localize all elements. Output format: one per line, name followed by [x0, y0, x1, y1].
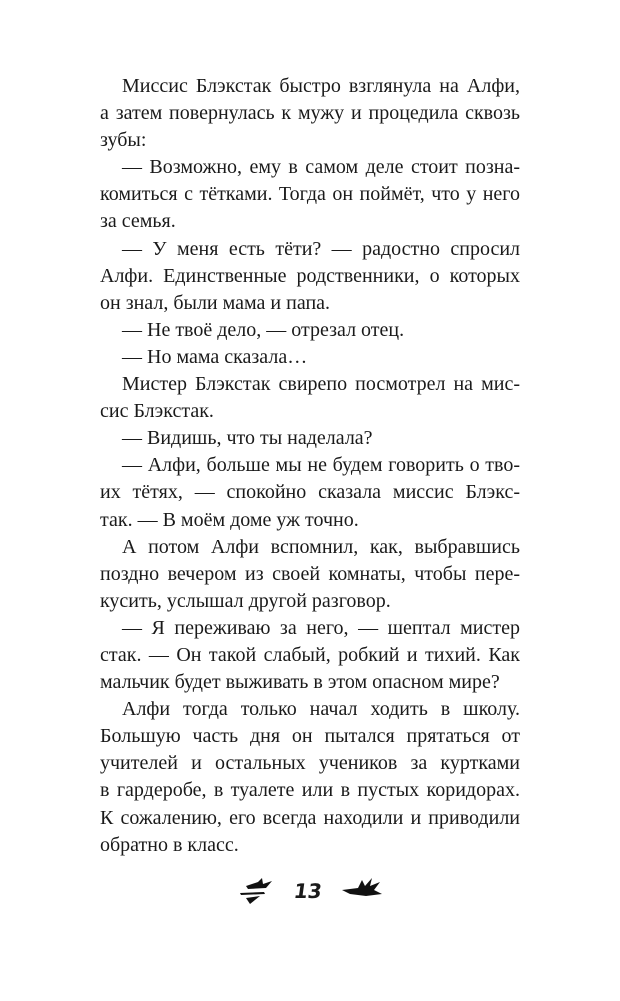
text-line: а затем повернулась к мужу и процедила сквозь [100, 102, 520, 125]
text-line: Алфи. Единственные родственники, о которых [100, 264, 520, 287]
text-line: сис Блэкстак. [100, 400, 214, 423]
text-line: — У меня есть тёти? — радостно спросил [122, 237, 520, 260]
text-line: — Видишь, что ты наделала? [122, 427, 373, 450]
text-line: А потом Алфи вспомнил, как, выбравшись [122, 535, 520, 558]
body-text [100, 73, 520, 859]
text-line: мальчик будет выживать в этом опасном мире? [100, 671, 500, 694]
text-line: комиться с тётками. Тогда он поймёт, что у него [100, 183, 520, 206]
bird-ornament-left-icon [236, 876, 276, 906]
text-line: в гардеробе, в туалете или в пустых коридорах. [100, 779, 520, 802]
text-line: — Алфи, больше мы не будем говорить о тво- [122, 454, 520, 477]
text-line: стак. — Он такой слабый, робкий и тихий. Как [100, 643, 520, 666]
text-line: — Не твоё дело, — отрезал отец. [122, 318, 405, 341]
text-line: их тётях, — спокойно сказала миссис Блэкс- [100, 481, 520, 504]
text-line: — Я переживаю за него, — шептал мистер [122, 616, 520, 639]
text-line: — Но мама сказала… [122, 345, 308, 368]
page-footer [0, 876, 620, 906]
text-line: Миссис Блэкстак быстро взглянула на Алфи, [122, 75, 520, 97]
bird-ornament-right-icon [340, 876, 384, 906]
text-line: поздно вечером из своей комнаты, чтобы пере- [100, 562, 520, 585]
text-line: Алфи тогда только начал ходить в школу. [122, 698, 520, 721]
text-line: учителей и остальных учеников за куртками [100, 752, 520, 775]
text-line: он знал, были мама и папа. [100, 291, 331, 314]
text-line: зубы: [100, 129, 147, 152]
text-line: кусить, услышал другой разговор. [100, 589, 391, 612]
text-line: так. — В моём доме уж точно. [100, 508, 359, 531]
text-line: — Возможно, ему в самом деле стоит позна- [122, 156, 520, 179]
text-line: К сожалению, его всегда находили и приводили [100, 806, 520, 829]
text-line: за семья. [100, 210, 176, 233]
text-line: обратно в класс. [100, 833, 239, 856]
text-line: Большую часть дня он пытался прятаться от [100, 725, 520, 748]
page-number: 13 [292, 879, 324, 903]
text-line: Мистер Блэкстак свирепо посмотрел на мис- [122, 373, 520, 396]
